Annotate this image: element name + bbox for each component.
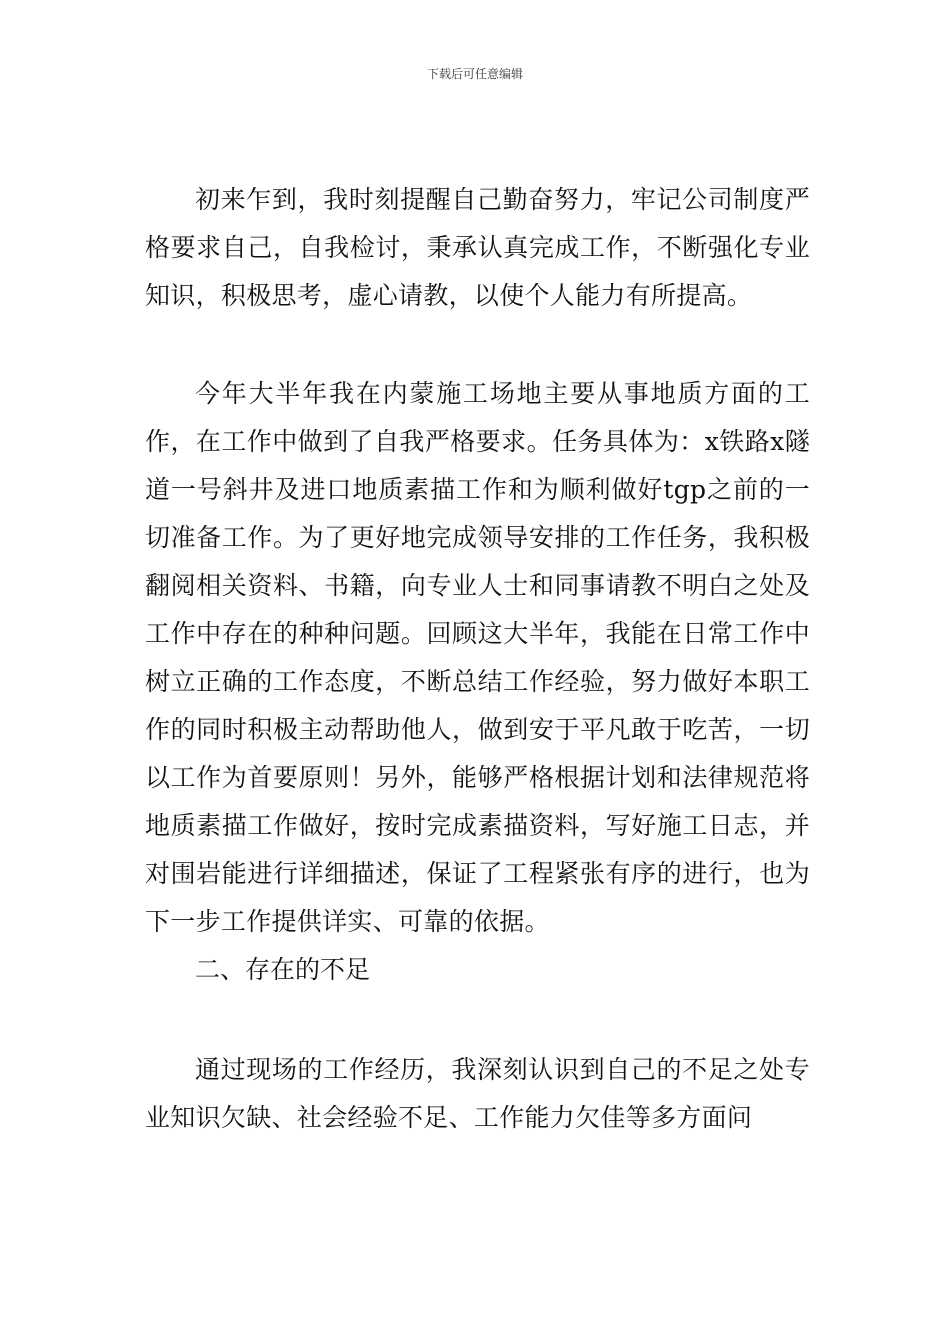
paragraph-3: 通过现场的工作经历，我深刻认识到自己的不足之处专业知识欠缺、社会经验不足、工作能力欠佳等多方面问 [145, 1055, 810, 1132]
page-header: 下载后可任意编辑 [426, 67, 523, 81]
document-body [145, 176, 810, 1142]
section-heading: 二、存在的不足 [195, 955, 371, 984]
paragraph-1: 初来乍到，我时刻提醒自己勤奋努力，牢记公司制度严格要求自己，自我检讨，秉承认真完成工作，不断强化专业知识，积极思考，虚心请教，以使个人能力有所提高。 [145, 185, 810, 310]
paragraph-2: 今年大半年我在内蒙施工场地主要从事地质方面的工作，在工作中做到了自我严格要求。任务具体为：x铁路x隧道一号斜井及进口地质素描工作和为顺利做好tgp之前的一切准备工作。为了更好地完成领导安排的工作任务，我积极翻阅相关资料、书籍，向专业人士和同事请教不明白之处及工作中存在的种种问题。回顾这大半年，我能在日常工作中树立正确的工作态度，不断总结工作经验，努力做好本职工作的同时积极主动帮助他人，做到安于平凡敢于吃苦，一切以工作为首要原则！另外，能够严格根据计划和法律规范将地质素描工作做好，按时完成素描资料，写好施工日志，并对围岩能进行详细描述，保证了工程紧张有序的进行，也为下一步工作提供详实、可靠的依据。 [145, 379, 810, 936]
